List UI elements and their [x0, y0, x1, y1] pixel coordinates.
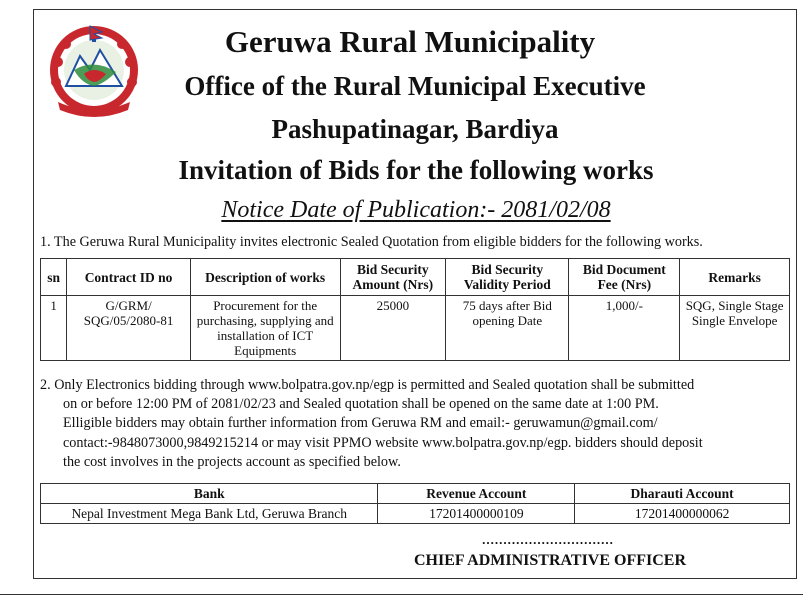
- office-title: Office of the Rural Municipal Executive: [184, 71, 646, 101]
- col-header-document-fee: Bid Document Fee (Nrs): [569, 259, 680, 296]
- paragraph-2-line: Elligible bidders may obtain further information from Geruwa RM and email:- geruwamun@gmail.com/: [63, 415, 658, 432]
- signatory-title: CHIEF ADMINISTRATIVE OFFICER: [413, 552, 687, 569]
- paragraph-2-line: the cost involves in the projects account as specified below.: [63, 453, 401, 470]
- table-row: [41, 296, 790, 361]
- cell-bank-name: Nepal Investment Mega Bank Ltd, Geruwa Branch: [41, 504, 378, 524]
- municipality-title: Geruwa Rural Municipality: [224, 24, 596, 59]
- col-header-validity-period: Bid Security Validity Period: [446, 259, 569, 296]
- cell-contract-id: G/GRM/ SQG/05/2080-81: [67, 296, 190, 361]
- table-row: [41, 504, 790, 524]
- paragraph-1: 1. The Geruwa Rural Municipality invites electronic Sealed Quotation from eligible bidders for the following works.: [40, 234, 703, 250]
- signature-line: ...............................: [482, 532, 614, 547]
- cell-validity-period: 75 days after Bid opening Date: [446, 296, 569, 361]
- cell-document-fee: 1,000/-: [569, 296, 680, 361]
- bank-table-header-row: [41, 484, 790, 504]
- cell-revenue-account: 17201400000109: [378, 504, 575, 524]
- nepal-coat-of-arms-icon: [44, 22, 144, 122]
- col-header-description: Description of works: [190, 259, 340, 296]
- col-header-dharauti-account: Dharauti Account: [575, 484, 790, 504]
- paragraph-2: [40, 376, 790, 472]
- col-header-security-amount: Bid Security Amount (Nrs): [340, 259, 445, 296]
- cell-description: Procurement for the purchasing, supplying and installation of ICT Equipments: [190, 296, 340, 361]
- col-header-contract-id: Contract ID no: [67, 259, 190, 296]
- location-title: Pashupatinagar, Bardiya: [271, 114, 559, 144]
- col-header-bank: Bank: [41, 484, 378, 504]
- page-bottom-rule: [0, 594, 803, 595]
- paragraph-2-line: contact:-9848073000,9849215214 or may visit PPMO website www.bolpatra.gov.np/egp. bidders should deposit: [63, 434, 703, 451]
- col-header-remarks: Remarks: [680, 259, 790, 296]
- paragraph-2-line: on or before 12:00 PM of 2081/02/23 and Sealed quotation shall be opened on the same date at 1:00 PM.: [63, 396, 659, 413]
- bank-table: [40, 483, 790, 524]
- col-header-sn: sn: [41, 259, 67, 296]
- works-table: [40, 258, 790, 361]
- notice-date: Notice Date of Publication:- 2081/02/08: [221, 197, 611, 223]
- cell-security-amount: 25000: [340, 296, 445, 361]
- cell-remarks: SQG, Single Stage Single Envelope: [680, 296, 790, 361]
- invitation-title: Invitation of Bids for the following works: [178, 155, 654, 185]
- cell-sn: 1: [41, 296, 67, 361]
- works-table-header-row: [41, 259, 790, 296]
- cell-dharauti-account: 17201400000062: [575, 504, 790, 524]
- paragraph-2-line: 2. Only Electronics bidding through www.bolpatra.gov.np/egp is permitted and Sealed quotation shall be submitted: [40, 377, 695, 393]
- col-header-revenue-account: Revenue Account: [378, 484, 575, 504]
